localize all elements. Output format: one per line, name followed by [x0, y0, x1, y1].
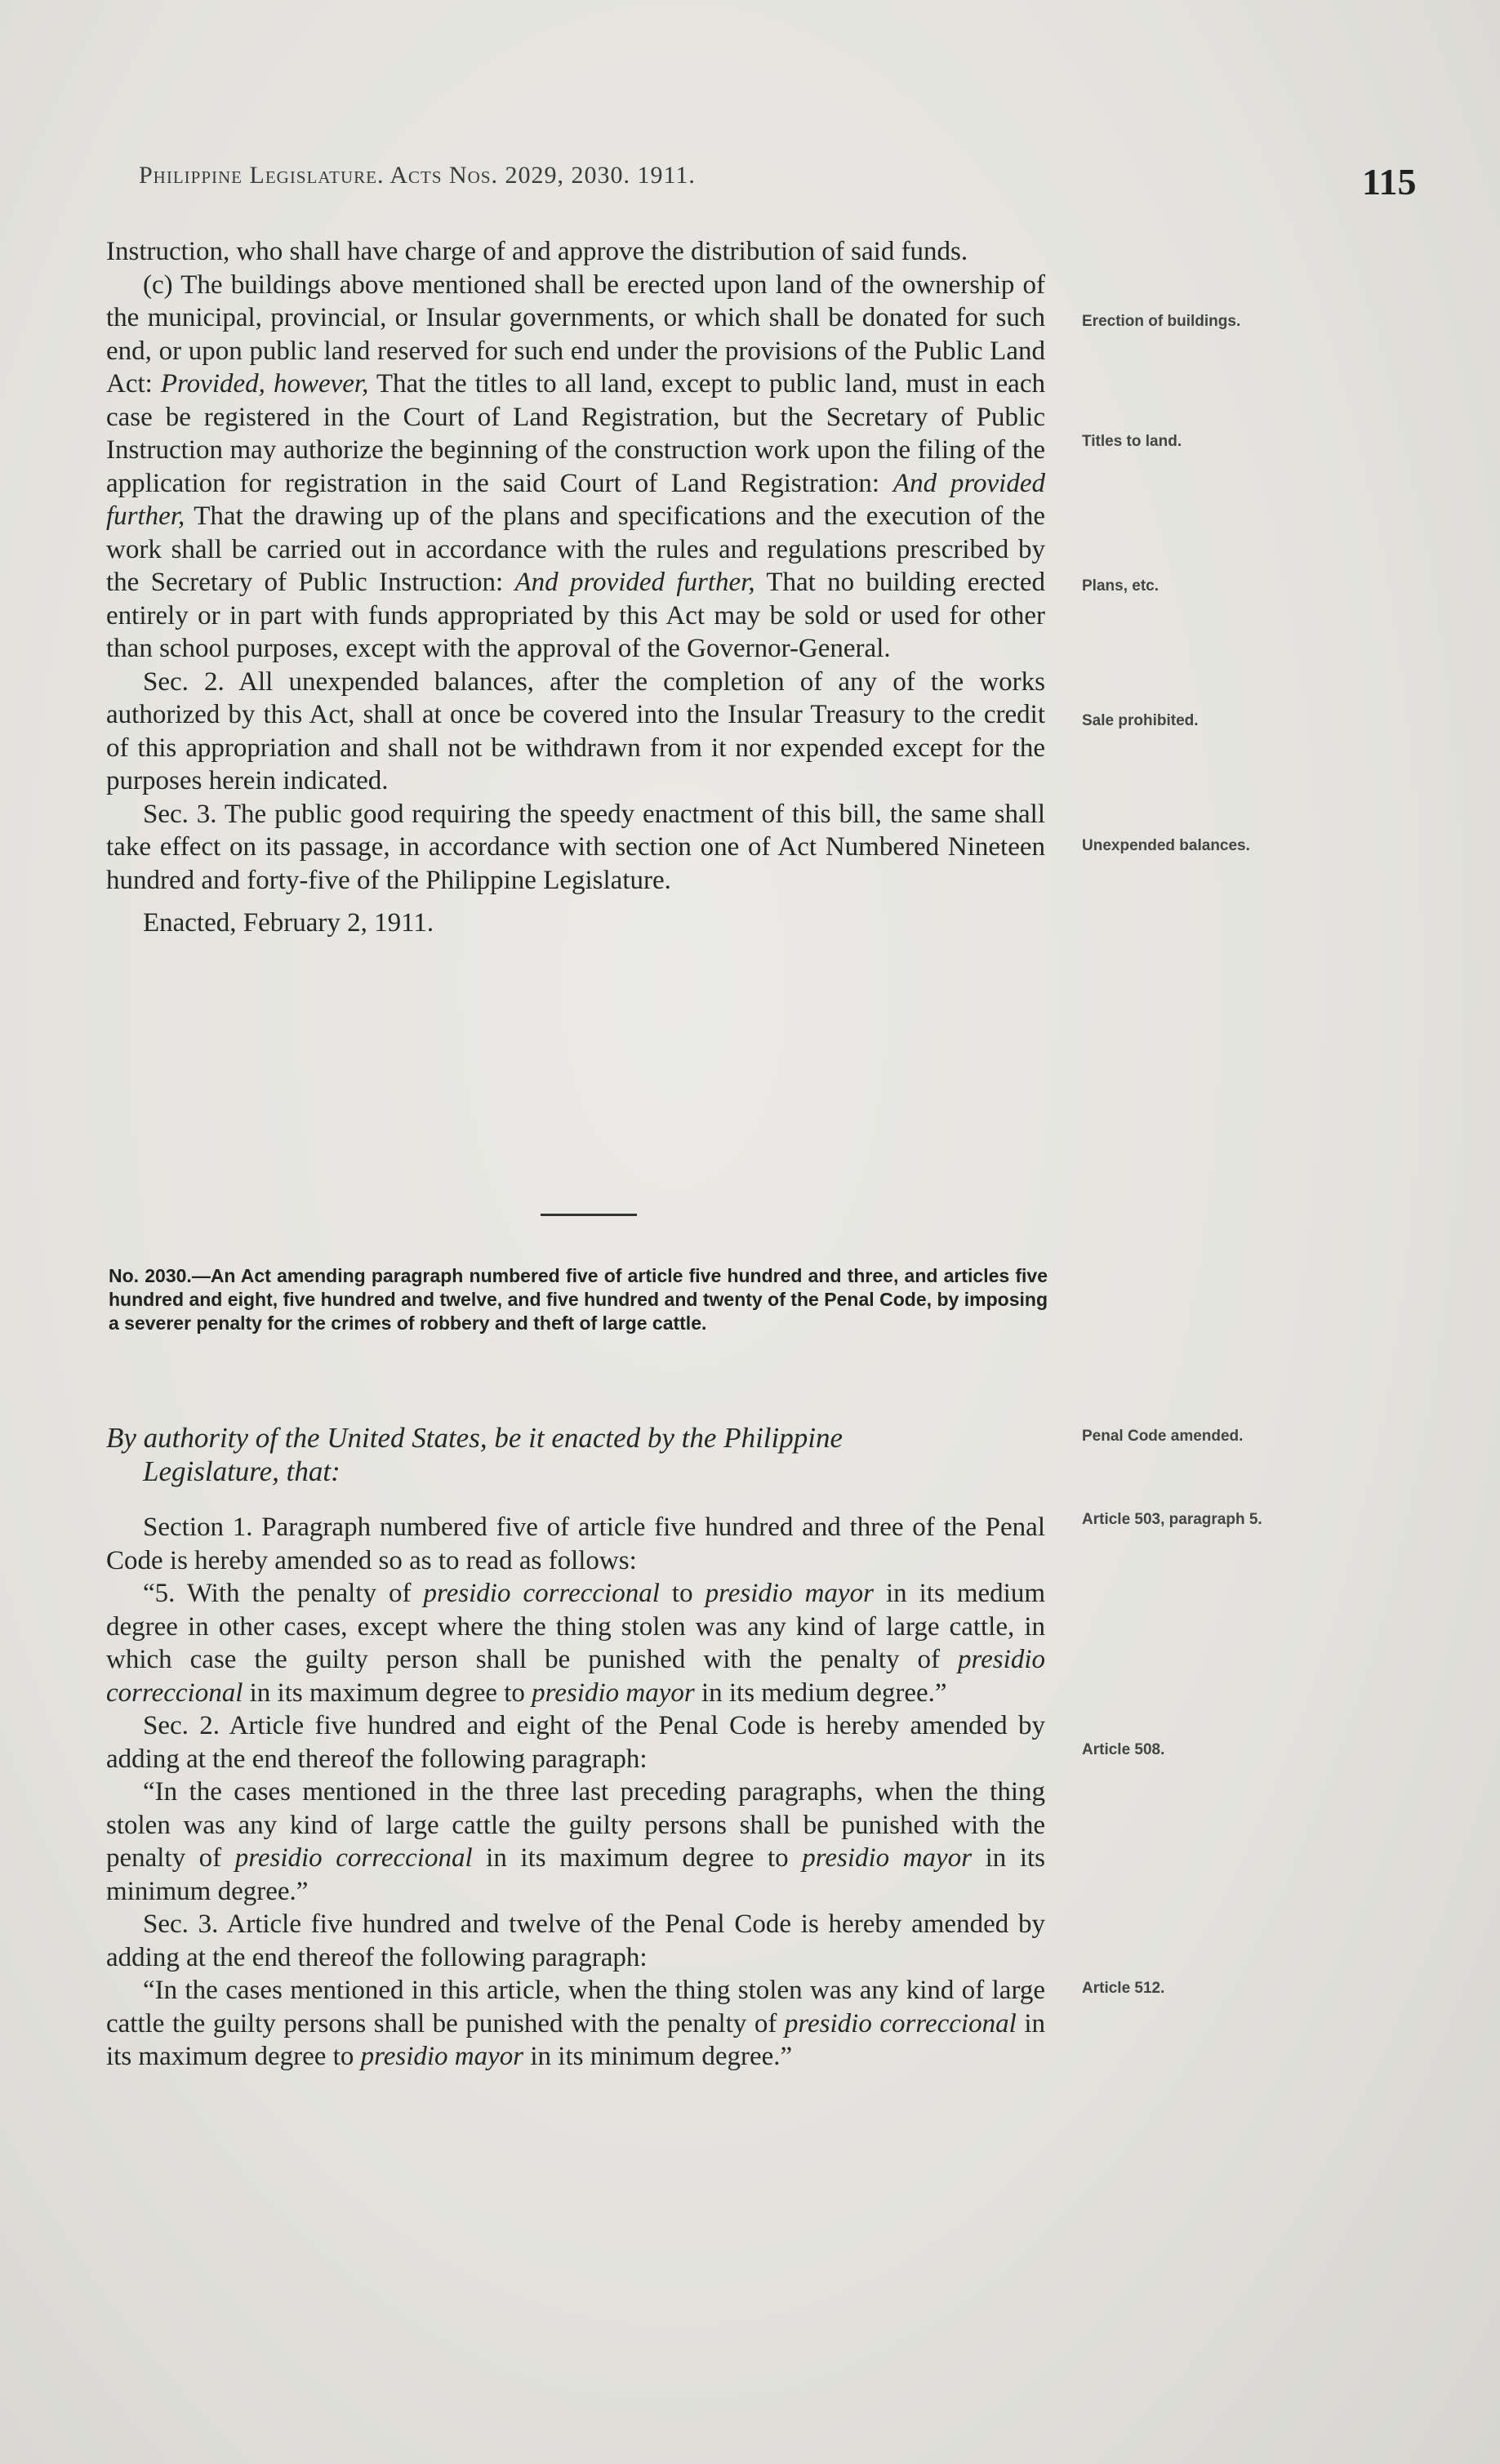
margin-note-art508: Article 508. [1082, 1741, 1165, 1758]
act-2029-body [106, 235, 1045, 940]
quoted-paragraph-5: “5. With the penalty of presidio correccional to presidio mayor in its medium degree in other cases, except where the thing stolen was any kind of large cattle, in which case the guilty person shall be punished with the penalty of presidio correccional in its maximum degree to presidio mayor in its medium degree.” [106, 1579, 1046, 1708]
act-2030-body [106, 1511, 1045, 2074]
paragraph-sec-3: Sec. 3. The public good requiring the speedy enactment of this bill, the same shall take effect on its passage, in accordance with section one of Act Numbered Nineteen hundred and forty-five of the Philippine Legislature. [106, 799, 1045, 895]
margin-note-art512: Article 512. [1082, 1980, 1165, 1997]
page-number: 115 [1362, 161, 1417, 203]
running-head: Philippine Legislature. Acts Nos. 2029, 2030. 1911. [139, 162, 696, 189]
enacted-date: Enacted, February 2, 1911. [143, 908, 434, 938]
margin-note-titles: Titles to land. [1082, 433, 1182, 450]
paragraph-c-buildings: (c) The buildings above mentioned shall be erected upon land of the ownership of the municipal, provincial, or Insular governments, or which shall be donated for such end, or upon public land reserved for such end under the provisions of the Public Land Act: Provided, however, That the titles to all land, except to public land, must in each case be registered in the Court of Land Registration, but the Secretary of Public Instruction may authorize the beginning of the construction work upon the filing of the application for registration in the said Court of Land Registration: And provided further, That the drawing up of the plans and specifications and the execution of the work shall be carried out in accordance with the rules and regulations prescribed by the Secretary of Public Instruction: And provided further, That no building erected entirely or in part with funds appropriated by this Act may be sold or used for other than school purposes, except with the approval of the Governor-General. [106, 270, 1046, 663]
section-3: Sec. 3. Article five hundred and twelve of the Penal Code is hereby amended by adding at the end thereof the following paragraph: [106, 1909, 1045, 1972]
enacting-clause: By authority of the United States, be it enacted by the Philippine Legislature, that: [106, 1422, 843, 1487]
section-2: Sec. 2. Article five hundred and eight of the Penal Code is hereby amended by adding at the end thereof the following paragraph: [106, 1711, 1045, 1774]
margin-note-penal: Penal Code amended. [1082, 1428, 1244, 1445]
margin-note-art503: Article 503, paragraph 5. [1082, 1511, 1262, 1528]
margin-note-sale: Sale prohibited. [1082, 712, 1199, 729]
quoted-paragraph-512: “In the cases mentioned in this article, when the thing stolen was any kind of large cattle the guilty persons shall be punished with the penalty of presidio correccional in its maximum degree to presidio mayor in its minimum degree.” [106, 1976, 1046, 2071]
margin-note-plans: Plans, etc. [1082, 577, 1159, 595]
section-1: Section 1. Paragraph numbered five of article five hundred and three of the Penal Code is hereby amended so as to read as follows: [106, 1513, 1045, 1575]
margin-note-unexpended: Unexpended balances. [1082, 837, 1250, 854]
paragraph-sec-2: Sec. 2. All unexpended balances, after the completion of any of the works authorized by this Act, shall at once be covered into the Insular Treasury to the credit of this appropriation and shall not be withdrawn from it nor expended except for the purposes herein indicated. [106, 666, 1045, 795]
quoted-paragraph-508: “In the cases mentioned in the three last preceding paragraphs, when the thing stolen was any kind of large cattle the guilty persons shall be punished with the penalty of presidio correccional in its maximum degree to presidio mayor in its minimum degree.” [106, 1777, 1045, 1906]
paragraph-continuation: Instruction, who shall have charge of and approve the distribution of said funds. [106, 237, 968, 266]
section-divider [541, 1214, 637, 1216]
act-2030-title: No. 2030.—An Act amending paragraph numbered five of article five hundred and three, and articles five hundred and eight, five hundred and twelve, and five hundred and twenty of the Penal Code, by imposing a severer penalty for the crimes of robbery and theft of large cattle. [109, 1265, 1048, 1334]
margin-note-erection: Erection of buildings. [1082, 313, 1241, 330]
